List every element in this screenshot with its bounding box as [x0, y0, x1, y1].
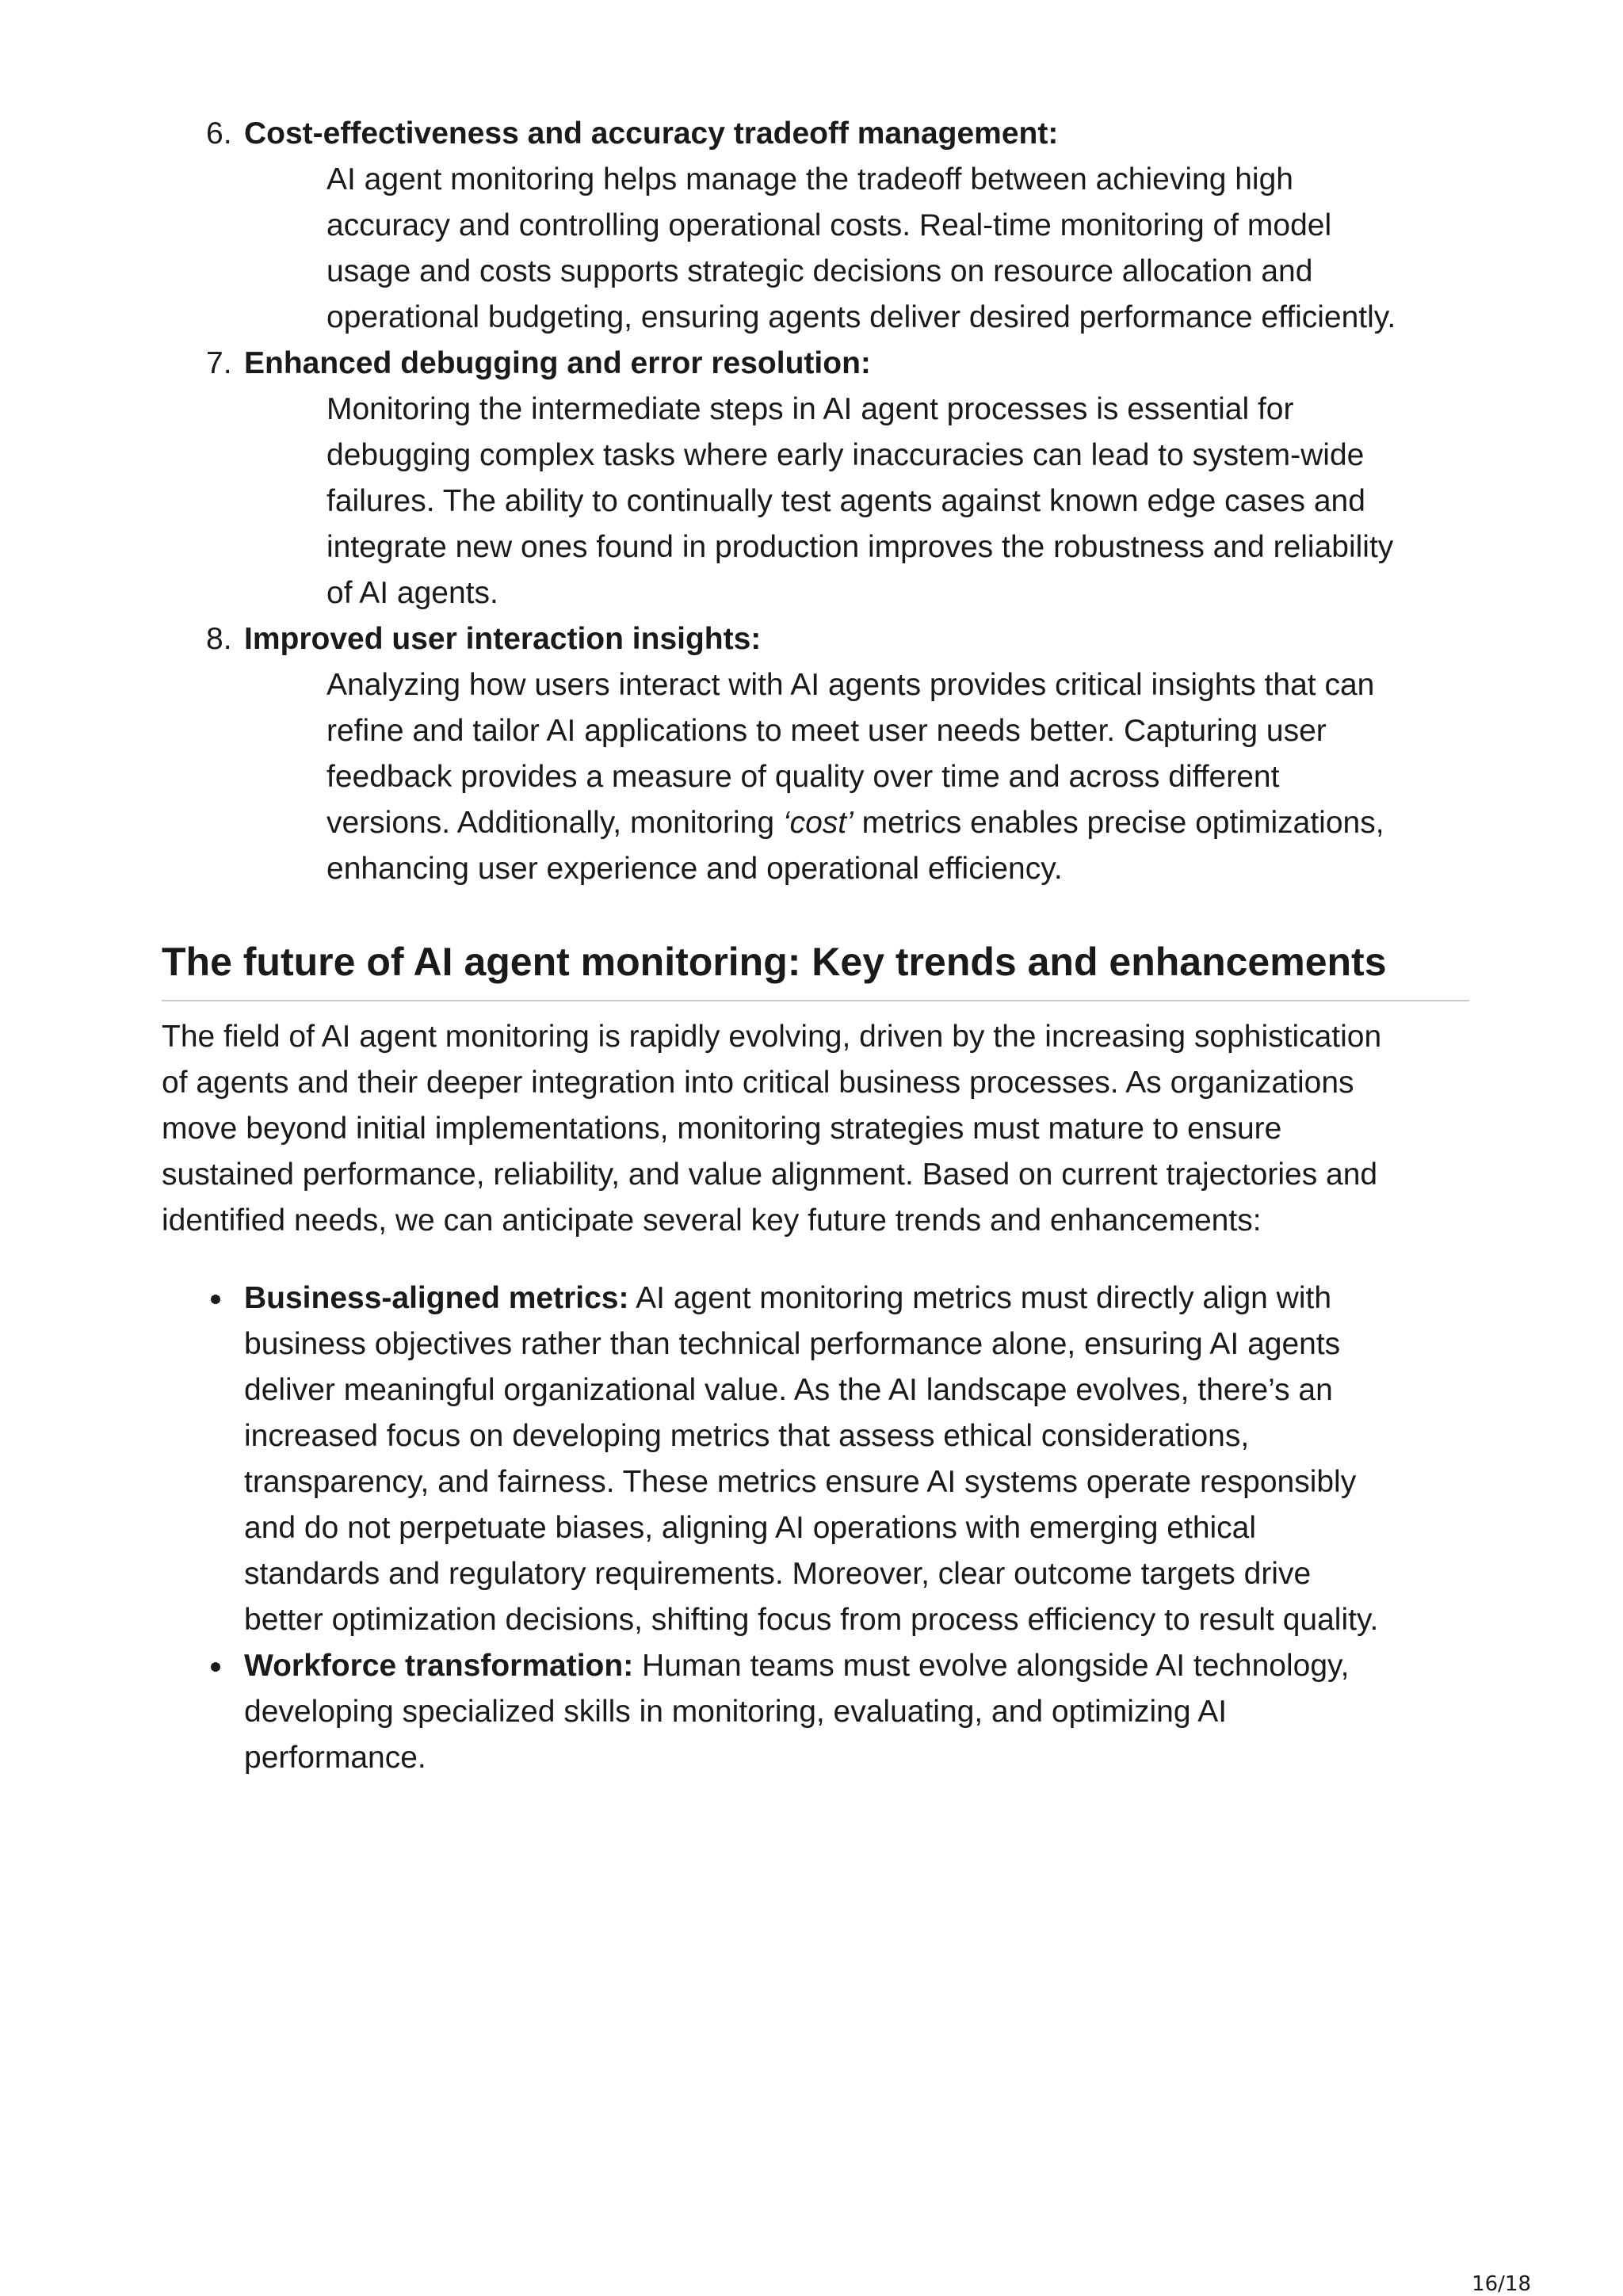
list-item-title: Cost-effectiveness and accuracy tradeoff management: [244, 116, 1059, 151]
page-number: 16/18 [1472, 2272, 1531, 2296]
text-line [244, 1276, 1469, 1322]
text-line: performance. [244, 1741, 426, 1775]
text-line: refine and tailor AI applications to meet user needs better. Capturing user [327, 714, 1327, 748]
emphasis-cost: ‘cost’ [782, 806, 854, 840]
list-item-number: 7. [206, 346, 232, 380]
list-item-body [162, 662, 1469, 892]
bullet-title: Workforce transformation: [244, 1649, 634, 1683]
text-line: deliver meaningful organizational value. As the AI landscape evolves, there’s an [244, 1373, 1333, 1407]
text-line: business objectives rather than technical performance alone, ensuring AI agents [244, 1327, 1341, 1361]
list-item-heading [162, 111, 1469, 157]
text-line: better optimization decisions, shifting focus from process efficiency to result quality. [244, 1603, 1379, 1637]
text-line [244, 1643, 1469, 1689]
bullet-item [162, 1276, 1469, 1643]
text-segment: Human teams must evolve alongside AI technology, [633, 1649, 1350, 1683]
list-item-heading [162, 616, 1469, 662]
text-line: failures. The ability to continually test agents against known edge cases and [327, 484, 1365, 518]
bullet-item [162, 1643, 1469, 1781]
text-line: feedback provides a measure of quality over time and across different [327, 760, 1280, 794]
text-line: enhancing user experience and operational efficiency. [327, 852, 1063, 886]
text-line: standards and regulatory requirements. Moreover, clear outcome targets drive [244, 1557, 1312, 1591]
text-line: identified needs, we can anticipate several key future trends and enhancements: [162, 1203, 1262, 1238]
list-item [162, 616, 1469, 892]
text-segment: AI agent monitoring metrics must directly align with [628, 1281, 1332, 1315]
list-item [162, 341, 1469, 616]
text-segment: versions. Additionally, monitoring [327, 806, 783, 840]
list-item-title: Enhanced debugging and error resolution: [244, 346, 871, 380]
bullet-title: Business-aligned metrics: [244, 1281, 629, 1315]
bullet-icon [211, 1295, 220, 1304]
text-line: accuracy and controlling operational costs. Real-time monitoring of model [327, 208, 1332, 242]
text-line: integrate new ones found in production improves the robustness and reliability [327, 530, 1394, 564]
list-item-body [162, 157, 1469, 341]
list-item [162, 111, 1469, 341]
bullet-icon [211, 1662, 220, 1672]
text-line [327, 800, 1469, 846]
page-content [162, 111, 1469, 1781]
bullet-list [162, 1276, 1469, 1781]
text-segment: metrics enables precise optimizations, [853, 806, 1384, 840]
list-item-title: Improved user interaction insights: [244, 622, 762, 656]
list-item-heading [162, 341, 1469, 387]
text-line: usage and costs supports strategic decisions on resource allocation and [327, 254, 1313, 288]
list-item-number: 6. [206, 116, 232, 151]
text-line: operational budgeting, ensuring agents deliver desired performance efficiently. [327, 300, 1396, 334]
text-line: sustained performance, reliability, and value alignment. Based on current trajectories and [162, 1158, 1378, 1192]
list-item-body [162, 387, 1469, 616]
text-line: move beyond initial implementations, monitoring strategies must mature to ensure [162, 1112, 1282, 1146]
text-line: of AI agents. [327, 576, 498, 610]
text-line: Analyzing how users interact with AI agents provides critical insights that can [327, 668, 1375, 702]
text-line: Monitoring the intermediate steps in AI agent processes is essential for [327, 392, 1294, 426]
list-item-number: 8. [206, 622, 232, 656]
text-line: debugging complex tasks where early inaccuracies can lead to system-wide [327, 438, 1365, 472]
text-line: and do not perpetuate biases, aligning AI operations with emerging ethical [244, 1511, 1257, 1545]
text-line: increased focus on developing metrics that assess ethical considerations, [244, 1419, 1250, 1453]
text-line: of agents and their deeper integration into critical business processes. As organizations [162, 1066, 1354, 1100]
section-heading: The future of AI agent monitoring: Key trends and enhancements [162, 933, 1469, 1001]
text-line: developing specialized skills in monitoring, evaluating, and optimizing AI [244, 1695, 1228, 1729]
text-line: AI agent monitoring helps manage the tradeoff between achieving high [327, 162, 1293, 196]
text-line: transparency, and fairness. These metrics ensure AI systems operate responsibly [244, 1465, 1357, 1499]
intro-paragraph [162, 1014, 1469, 1244]
text-line: The field of AI agent monitoring is rapidly evolving, driven by the increasing sophistication [162, 1020, 1382, 1054]
